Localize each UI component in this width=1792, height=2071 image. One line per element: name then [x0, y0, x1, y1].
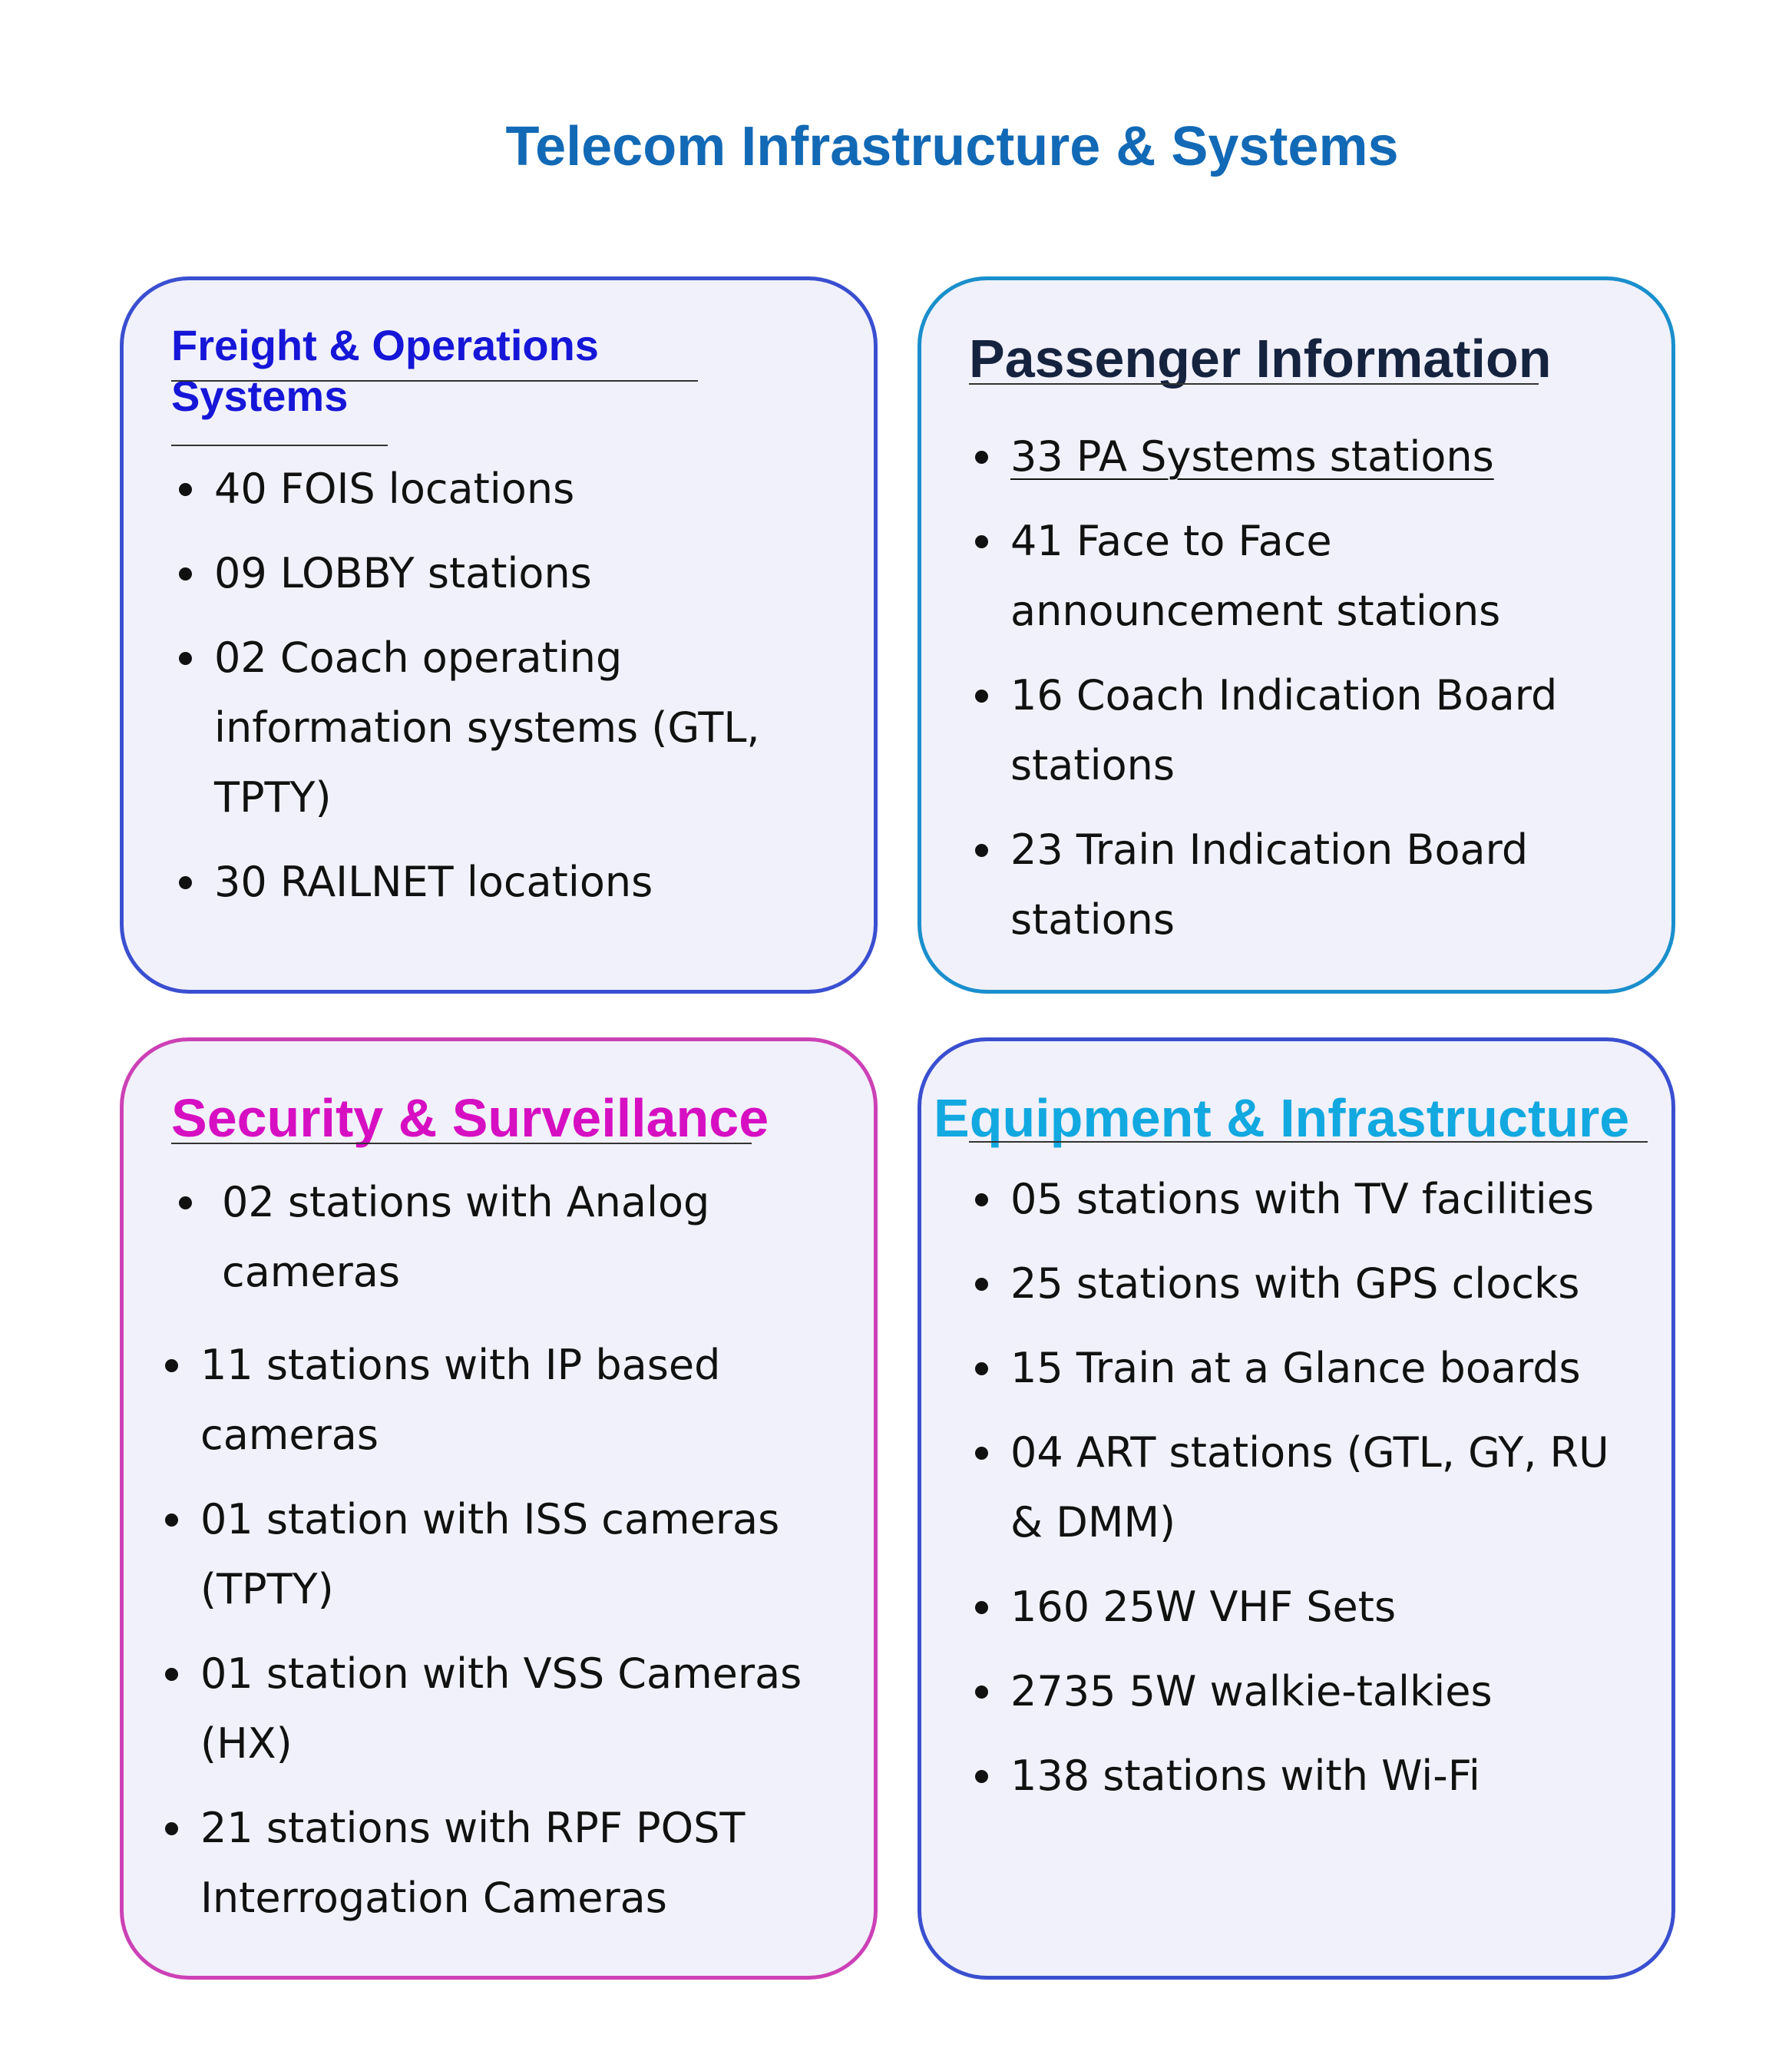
list-item: 11 stations with IP based cameras [159, 1330, 835, 1470]
list-item: 40 FOIS locations [173, 454, 833, 524]
security-surveillance-panel [120, 1037, 878, 1980]
list-item: 30 RAILNET locations [173, 847, 833, 917]
list-item: 01 station with ISS cameras (TPTY) [159, 1484, 835, 1624]
equipment-items-list [969, 1164, 1645, 1825]
page-title: Telecom Infrastructure & Systems [505, 116, 1399, 177]
list-item: 15 Train at a Glance boards [969, 1333, 1645, 1403]
passenger-information-panel [917, 276, 1675, 994]
list-item: 25 stations with GPS clocks [969, 1249, 1645, 1318]
passenger-heading-underline [969, 383, 1539, 385]
equipment-heading-underline [969, 1141, 1648, 1143]
list-item: 02 Coach operating information systems (GTL, TPTY) [173, 623, 833, 832]
freight-operations-panel [120, 276, 878, 994]
list-item: 41 Face to Face announcement stations [969, 506, 1645, 646]
list-item: 01 station with VSS Cameras (HX) [159, 1639, 835, 1778]
freight-heading-line1: Freight & Operations [171, 321, 599, 369]
list-item: 02 stations with Analog cameras [173, 1167, 848, 1307]
freight-heading-line2: Systems [171, 372, 349, 420]
list-item: 23 Train Indication Board stations [969, 815, 1645, 954]
freight-heading-underline-1 [171, 380, 698, 382]
equipment-infrastructure-panel [917, 1037, 1675, 1980]
freight-items-list [173, 454, 833, 931]
passenger-information-heading: Passenger Information [969, 329, 1552, 389]
security-heading-underline [171, 1143, 752, 1144]
freight-heading-underline-2 [171, 445, 388, 446]
security-items-list [159, 1167, 835, 1947]
list-item: 09 LOBBY stations [173, 538, 833, 608]
passenger-items-list [969, 422, 1645, 969]
list-item: 2735 5W walkie-talkies [969, 1656, 1645, 1726]
equipment-infrastructure-heading: Equipment & Infrastructure [934, 1088, 1630, 1148]
list-item: 33 PA Systems stations [969, 422, 1645, 491]
list-item: 04 ART stations (GTL, GY, RU & DMM) [969, 1418, 1645, 1557]
list-item: 05 stations with TV facilities [969, 1164, 1645, 1234]
list-item: 160 25W VHF Sets [969, 1572, 1645, 1642]
list-item: 16 Coach Indication Board stations [969, 660, 1645, 800]
list-item: 138 stations with Wi-Fi [969, 1741, 1645, 1811]
list-item: 21 stations with RPF POST Interrogation Cameras [159, 1793, 835, 1933]
freight-operations-heading [171, 320, 709, 422]
security-surveillance-heading: Security & Surveillance [171, 1088, 769, 1148]
